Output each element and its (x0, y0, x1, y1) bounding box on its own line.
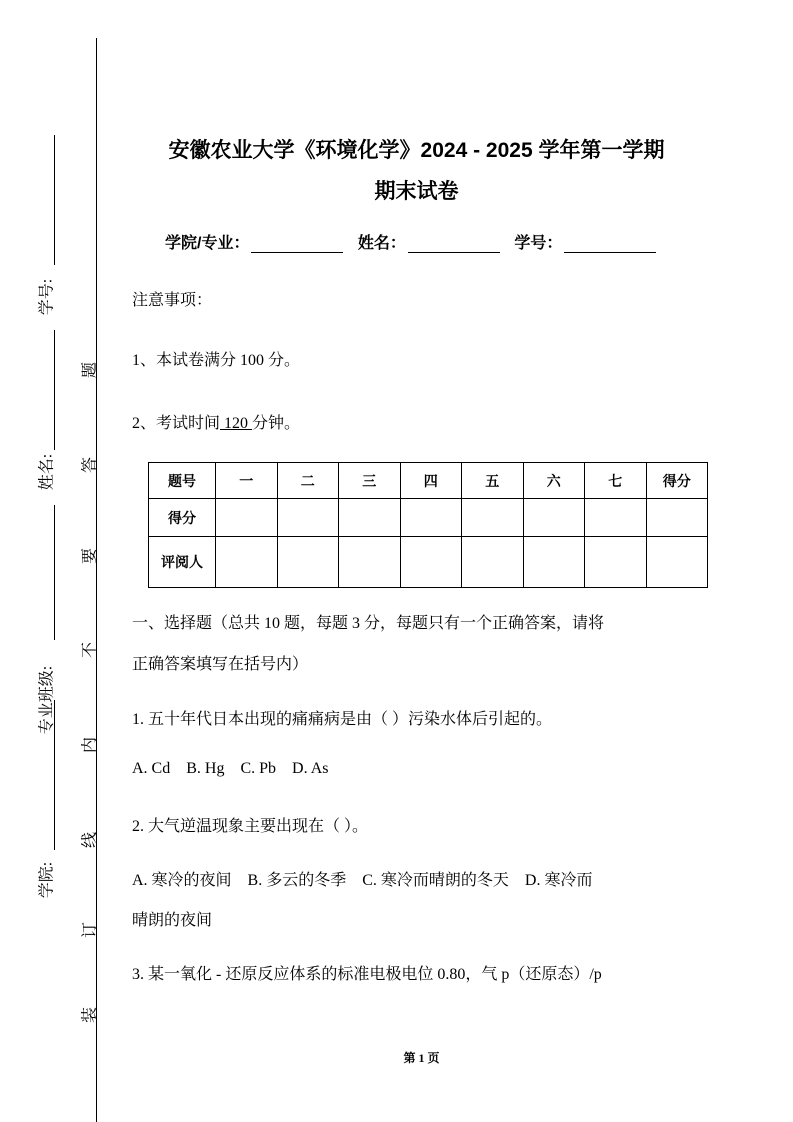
table-header-cell: 三 (339, 463, 401, 499)
college-field[interactable] (251, 235, 343, 253)
grader-cell[interactable] (646, 537, 708, 588)
page-subtitle: 期末试卷 (374, 180, 459, 203)
seal-char: 订 (81, 921, 99, 939)
id-field[interactable] (564, 235, 656, 253)
question-text: 1. 五十年代日本出现的痛痛病是由（ ）污染水体后引起的。 (132, 711, 553, 728)
seal-char: 不 (81, 641, 99, 659)
note-item: 1、本试卷满分 100 分。 (132, 352, 301, 369)
score-cell[interactable] (339, 499, 401, 537)
score-cell[interactable] (216, 499, 278, 537)
note-text: 2、考试时间 (132, 415, 221, 432)
grader-cell[interactable] (216, 537, 278, 588)
table-header-cell: 得分 (646, 463, 708, 499)
grader-cell[interactable] (462, 537, 524, 588)
score-cell[interactable] (646, 499, 708, 537)
score-cell[interactable] (523, 499, 585, 537)
name-field[interactable] (408, 235, 500, 253)
margin-blank-line (54, 330, 55, 450)
exam-duration: 120 (220, 415, 253, 432)
question-options: A. 寒冷的夜间 B. 多云的冬季 C. 寒冷而晴朗的冬天 D. 寒冷而 (132, 872, 593, 889)
grader-cell[interactable] (400, 537, 462, 588)
question-options: A. Cd B. Hg C. Pb D. As (132, 760, 329, 777)
note-item (132, 410, 300, 433)
question-options: 晴朗的夜间 (132, 912, 213, 929)
table-header-cell: 六 (523, 463, 585, 499)
table-header-cell: 一 (216, 463, 278, 499)
table-header-cell: 题号 (149, 463, 216, 499)
grader-cell[interactable] (585, 537, 647, 588)
seal-char: 要 (81, 547, 99, 565)
grader-cell[interactable] (523, 537, 585, 588)
table-row (149, 537, 708, 588)
page-number: 第 1 页 (403, 1051, 440, 1065)
grader-cell[interactable] (339, 537, 401, 588)
seal-char: 装 (81, 1006, 99, 1024)
row-label: 得分 (149, 499, 216, 537)
margin-label-name: 姓名: (38, 453, 56, 491)
table-header-row (149, 463, 708, 499)
name-label: 姓名： (357, 235, 406, 252)
margin-label-class: 专业班级: (38, 665, 56, 735)
seal-char: 内 (81, 736, 99, 754)
score-table (148, 462, 708, 588)
table-header-cell: 二 (277, 463, 339, 499)
seal-char: 题 (81, 361, 99, 379)
section-heading: 正确答案填写在括号内） (132, 656, 309, 673)
section-heading: 一、选择题（总共 10 题，每题 3 分，每题只有一个正确答案，请将 (132, 615, 605, 632)
seal-char: 答 (81, 456, 99, 474)
notes-heading: 注意事项： (132, 292, 213, 309)
row-label: 评阅人 (149, 537, 216, 588)
table-header-cell: 七 (585, 463, 647, 499)
score-cell[interactable] (277, 499, 339, 537)
score-cell[interactable] (462, 499, 524, 537)
student-info-fields (165, 230, 666, 253)
page-title: 安徽农业大学《环境化学》2024 - 2025 学年第一学期 (168, 139, 665, 162)
table-row (149, 499, 708, 537)
margin-blank-line (54, 505, 55, 640)
margin-label-student-id: 学号: (38, 278, 56, 316)
table-header-cell: 五 (462, 463, 524, 499)
college-label: 学院/专业： (165, 235, 250, 252)
score-cell[interactable] (585, 499, 647, 537)
id-label: 学号： (514, 235, 563, 252)
grader-cell[interactable] (277, 537, 339, 588)
question-text: 2. 大气逆温现象主要出现在（ ）。 (132, 818, 369, 835)
note-text: 分钟。 (252, 415, 301, 432)
score-cell[interactable] (400, 499, 462, 537)
margin-label-college: 学院: (38, 861, 56, 899)
table-header-cell: 四 (400, 463, 462, 499)
question-text: 3. 某一氧化 - 还原反应体系的标准电极电位 0.80，气 p（还原态）/p (132, 966, 602, 983)
seal-char: 线 (81, 831, 99, 849)
